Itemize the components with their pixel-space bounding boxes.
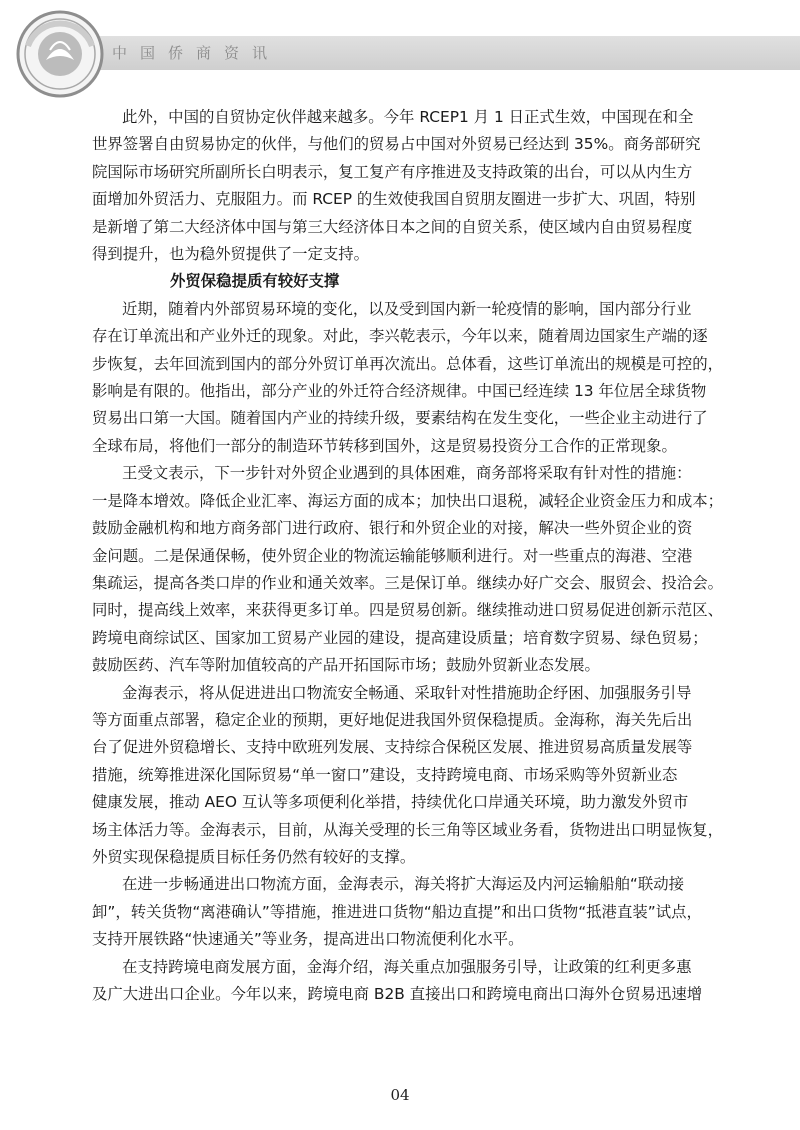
text-line: 台了促进外贸稳增长、支持中欧班列发展、支持综合保税区发展、推进贸易高质量发展等	[92, 738, 693, 757]
page-number: 04	[390, 1086, 410, 1104]
text-line: 支持开展铁路“快速通关”等业务，提高进出口物流便利化水平。	[92, 930, 524, 949]
header-title: 中国侨商资讯	[112, 44, 281, 62]
paragraph-4	[92, 680, 724, 872]
text-line: 在支持跨境电商发展方面，金海介绍，海关重点加强服务引导，让政策的红利更多惠	[122, 957, 692, 976]
text-line: 措施，统筹推进深化国际贸易“单一窗口”建设，支持跨境电商、市场采购等外贸新业态	[92, 765, 678, 784]
text-line: 面增加外贸活力、克服阻力。而 RCEP 的生效使我国自贸朋友圈进一步扩大、巩固，特别	[92, 190, 696, 209]
text-line: 此外，中国的自贸协定伙伴越来越多。今年 RCEP1 月 1 日正式生效，中国现在和全	[122, 108, 694, 126]
text-line: 在进一步畅通进出口物流方面，金海表示，海关将扩大海运及内河运输船舶“联动接	[122, 875, 685, 894]
text-line: 影响是有限的。他指出，部分产业的外迁符合经济规律。中国已经连续 13 年位居全球货物	[92, 382, 707, 401]
paragraph-1	[92, 104, 712, 268]
paragraph-6	[92, 954, 712, 1009]
article-body	[92, 104, 724, 1008]
text-line: 一是降本增效。降低企业汇率、海运方面的成本；加快出口退税，减轻企业资金压力和成本；	[92, 491, 724, 510]
text-line: 鼓励医药、汽车等附加值较高的产品开拓国际市场；鼓励外贸新业态发展。	[92, 656, 600, 675]
logo-icon	[14, 8, 106, 100]
text-line: 步恢复，去年回流到国内的部分外贸订单再次流出。总体看，这些订单流出的规模是可控的，	[92, 354, 724, 373]
paragraph-3	[92, 460, 724, 679]
text-line: 等方面重点部署，稳定企业的预期，更好地促进我国外贸保稳提质。金海称，海关先后出	[92, 710, 693, 729]
text-line: 是新增了第二大经济体中国与第三大经济体日本之间的自贸关系，使区域内自由贸易程度	[92, 217, 693, 236]
text-line: 得到提升，也为稳外贸提供了一定支持。	[92, 245, 370, 264]
text-line: 卸”，转关货物“离港确认”等措施，推进进口货物“船边直提”和出口货物“抵港直装”试点，	[92, 902, 702, 921]
paragraph-5	[92, 871, 712, 953]
section-heading: 外贸保稳提质有较好支撑	[170, 272, 340, 291]
text-line: 外贸实现保稳提质目标任务仍然有较好的支撑。	[92, 847, 416, 866]
text-line: 近期，随着内外部贸易环境的变化，以及受到国内新一轮疫情的影响，国内部分行业	[122, 299, 692, 318]
text-line: 健康发展，推动 AEO 互认等多项便利化举措，持续优化口岸通关环境，助力激发外贸市	[92, 793, 689, 812]
text-line: 跨境电商综试区、国家加工贸易产业园的建设，提高建设质量；培育数字贸易、绿色贸易；	[92, 628, 708, 647]
text-line: 金问题。二是保通保畅，使外贸企业的物流运输能够顺利进行。对一些重点的海港、空港	[92, 546, 693, 565]
text-line: 贸易出口第一大国。随着国内产业的持续升级，要素结构在发生变化，一些企业主动进行了	[92, 409, 708, 428]
paragraph-2	[92, 296, 724, 460]
text-line: 金海表示，将从促进进出口物流安全畅通、采取针对性措施助企纾困、加强服务引导	[122, 683, 692, 702]
text-line: 院国际市场研究所副所长白明表示，复工复产有序推进及支持政策的出台，可以从内生方	[92, 162, 693, 181]
text-line: 世界签署自由贸易协定的伙伴，与他们的贸易占中国对外贸易已经达到 35%。商务部研究	[92, 135, 701, 154]
text-line: 全球布局，将他们一部分的制造环节转移到国外，这是贸易投资分工合作的正常现象。	[92, 436, 677, 455]
text-line: 同时，提高线上效率，来获得更多订单。四是贸易创新。继续推动进口贸易促进创新示范区、	[92, 601, 724, 620]
text-line: 王受文表示，下一步针对外贸企业遇到的具体困难，商务部将采取有针对性的措施：	[122, 464, 692, 483]
text-line: 存在订单流出和产业外迁的现象。对此，李兴乾表示，今年以来，随着周边国家生产端的逐	[92, 327, 708, 346]
text-line: 鼓励金融机构和地方商务部门进行政府、银行和外贸企业的对接，解决一些外贸企业的资	[92, 519, 693, 538]
text-line: 及广大进出口企业。今年以来，跨境电商 B2B 直接出口和跨境电商出口海外仓贸易迅速增	[92, 985, 703, 1003]
text-line: 场主体活力等。金海表示，目前，从海关受理的长三角等区域业务看，货物进出口明显恢复，	[92, 820, 724, 839]
text-line: 集疏运，提高各类口岸的作业和通关效率。三是保订单。继续办好广交会、服贸会、投洽会。	[92, 573, 724, 592]
